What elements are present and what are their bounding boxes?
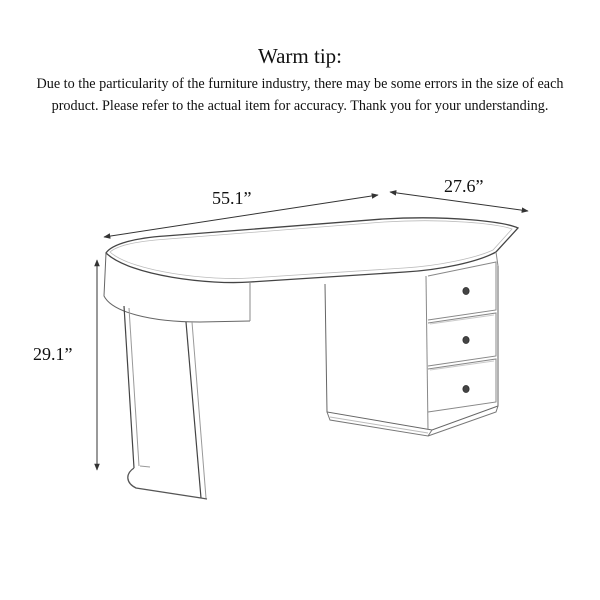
warm-tip-text-line-1: Due to the particularity of the furniture industry, there may be some errors in the size of each [36, 76, 564, 92]
drawer-knob [463, 336, 469, 343]
drawer-knobs [463, 287, 469, 392]
drawer-knob [463, 287, 469, 294]
depth-dimension-label: 27.6” [444, 176, 484, 196]
desk-top-inner-edge [110, 221, 512, 279]
drawer-middle [428, 313, 496, 366]
desk [104, 218, 518, 499]
width-dimension-label: 55.1” [212, 188, 252, 208]
drawer-top [428, 262, 496, 320]
drawer-bottom [428, 359, 496, 412]
left-leg-back [124, 306, 134, 468]
warm-tip-title: Warm tip: [257, 44, 343, 68]
warm-tip-text-line-2: product. Please refer to the actual item for accuracy. Thank you for your understanding. [51, 98, 549, 114]
height-dimension-label: 29.1” [33, 344, 73, 364]
drawer-knob [463, 385, 469, 392]
desk-top-edge [104, 253, 250, 322]
left-leg-base [128, 468, 207, 499]
